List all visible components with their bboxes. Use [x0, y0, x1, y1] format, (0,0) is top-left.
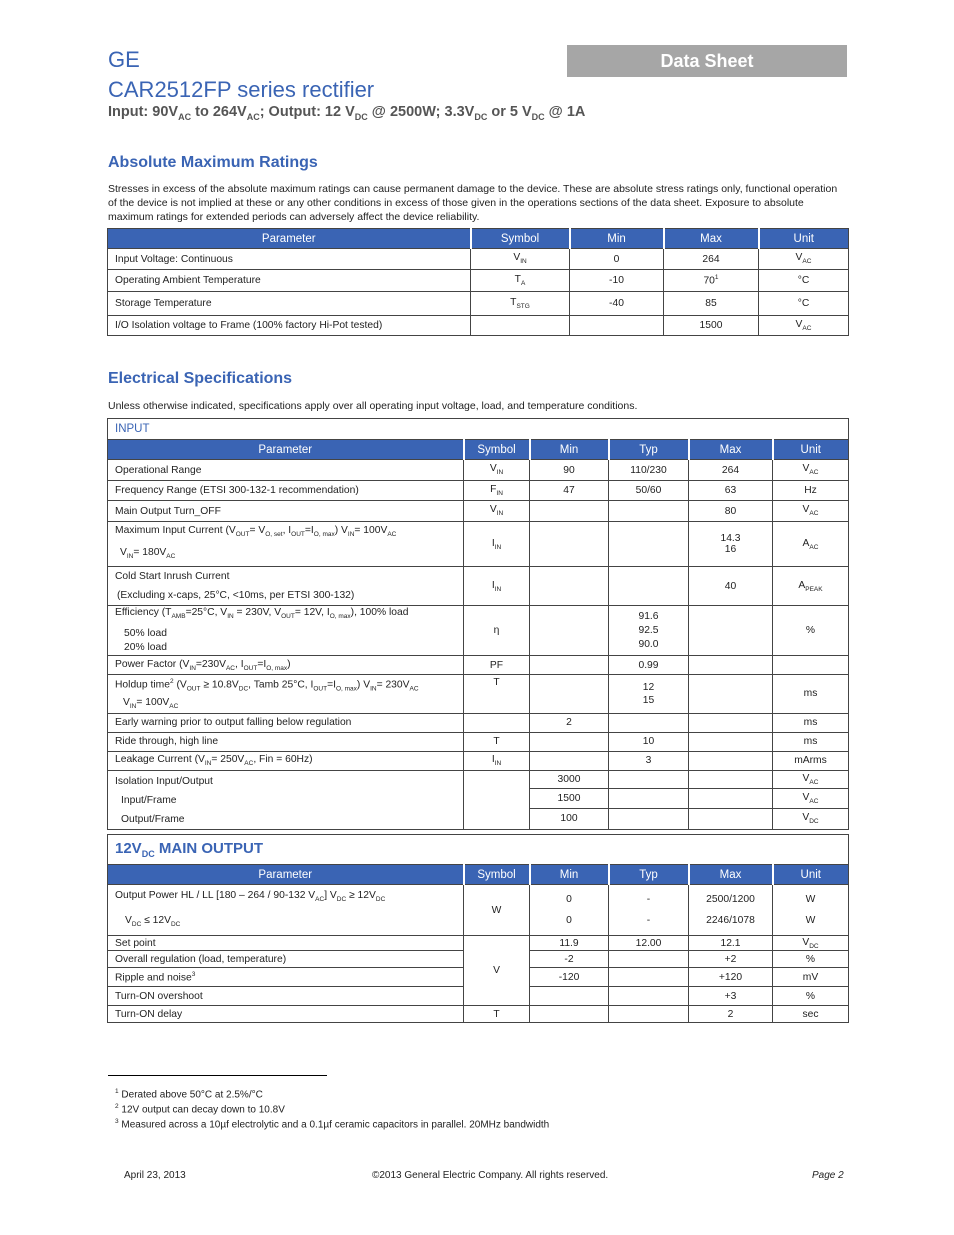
- unit-cell: mV: [773, 968, 849, 987]
- typ-value: 15: [642, 694, 655, 706]
- table-row: [108, 249, 849, 270]
- typ-cell: [609, 808, 689, 829]
- max-cell: [689, 732, 773, 751]
- unit-cell: $V_{DC}$: [773, 936, 849, 951]
- typ-cell: 50/60: [609, 481, 689, 501]
- table-row: [108, 501, 849, 522]
- table-row: [108, 292, 849, 316]
- col-header: Parameter: [108, 229, 471, 249]
- col-header: Min: [530, 865, 609, 885]
- min-cell: 1500: [530, 789, 609, 809]
- table-row: [108, 885, 849, 936]
- max-cell: [689, 675, 773, 714]
- param-cell: Ride through, high line: [108, 732, 464, 751]
- min-cell: -2: [530, 951, 609, 968]
- unit-cell: %: [773, 951, 849, 968]
- min-value: 0: [566, 894, 572, 906]
- table-row: [108, 656, 849, 675]
- unit-cell: $A_{AC}$: [773, 522, 849, 567]
- symbol-cell: $T_{STG}$: [471, 292, 570, 316]
- product-spec-line: Input: $90V_{AC}$ to $264V_{AC}$; Output: 12 $V_{DC}$ @ 2500W; $3.3V_{DC}$ or 5 $V_{DC}$ @ 1A: [108, 104, 586, 122]
- unit-cell: $A_{PEAK}$: [773, 567, 849, 606]
- max-value: 2500/1200: [706, 894, 755, 906]
- symbol-cell: $V_{IN}$: [464, 501, 530, 522]
- table-row: [108, 522, 849, 567]
- max-cell: [689, 751, 773, 770]
- min-cell: [530, 567, 609, 606]
- col-header: Unit: [773, 440, 849, 460]
- data-sheet-badge: Data Sheet: [567, 45, 847, 77]
- max-cell: +3: [689, 987, 773, 1006]
- typ-cell: 0.99: [609, 656, 689, 675]
- max-value: 2246/1078: [706, 915, 755, 927]
- table-row: [108, 316, 849, 336]
- abs-max-intro: Stresses in excess of the absolute maximum ratings can cause permanent damage to the device. These are absolute stress ratings only, functional operation of the device is not implied at these or any other conditions in excess of those given in the operations sections of the data sheet. Exposure to absolute maximum ratings for extended periods can adversely affect the device reliability.: [108, 183, 838, 223]
- max-cell: 80: [689, 501, 773, 522]
- min-cell: [570, 316, 664, 336]
- min-cell: [530, 732, 609, 751]
- param-cell: [108, 522, 464, 567]
- col-header: Parameter: [108, 440, 464, 460]
- footnote-3: $^3$ Measured across a 10µf electrolytic and a 0.1µf ceramic capacitors in parallel. 20MHz bandwidth: [115, 1118, 550, 1131]
- input-spec-table: [107, 418, 849, 830]
- symbol-cell: $I_{IN}$: [464, 567, 530, 606]
- col-header: Symbol: [471, 229, 570, 249]
- unit-cell: $V_{AC}$: [759, 316, 849, 336]
- min-cell: [530, 1006, 609, 1023]
- footnote-text: 12V output can decay down to 10.8V: [121, 1104, 285, 1116]
- unit-cell: [773, 656, 849, 675]
- param-cell: Ripple and noise$^3$: [108, 968, 464, 987]
- typ-value: 91.6: [638, 610, 659, 622]
- min-cell: [530, 522, 609, 567]
- max-cell: $70^1$: [664, 270, 759, 292]
- footnote-1: $^1$ Derated above 50°C at 2.5%/°C: [115, 1088, 263, 1101]
- table-row: [108, 936, 849, 951]
- typ-cell: [609, 987, 689, 1006]
- symbol-cell: PF: [464, 656, 530, 675]
- param-line: Input/Frame: [121, 794, 177, 806]
- footnote-2: $^2$ 12V output can decay down to 10.8V: [115, 1103, 285, 1116]
- typ-value: 92.5: [638, 624, 659, 636]
- symbol-cell: $I_{IN}$: [464, 751, 530, 770]
- table-row: [108, 732, 849, 751]
- main-output-title-text: MAIN OUTPUT: [154, 840, 264, 857]
- symbol-cell: T: [464, 675, 530, 714]
- unit-cell: ms: [773, 675, 849, 714]
- unit-cell: Hz: [773, 481, 849, 501]
- col-header: Typ: [609, 865, 689, 885]
- unit-cell: [773, 885, 849, 936]
- col-header: Max: [689, 440, 773, 460]
- table-header-row: [108, 865, 849, 885]
- typ-cell: [609, 567, 689, 606]
- min-cell: [530, 885, 609, 936]
- max-cell: [689, 606, 773, 656]
- symbol-cell: $V_{IN}$: [464, 460, 530, 481]
- symbol-cell: $V_{IN}$: [471, 249, 570, 270]
- param-cell: Storage Temperature: [108, 292, 471, 316]
- max-cell: 1500: [664, 316, 759, 336]
- param-cell: I/O Isolation voltage to Frame (100% factory Hi-Pot tested): [108, 316, 471, 336]
- min-cell: 11.9: [530, 936, 609, 951]
- typ-cell: [609, 951, 689, 968]
- table-header-row: [108, 229, 849, 249]
- footnote-text: Derated above 50°C at 2.5%/°C: [121, 1089, 263, 1101]
- min-cell: 100: [530, 808, 609, 829]
- min-cell: [530, 656, 609, 675]
- section-title-row: [108, 835, 849, 865]
- min-cell: 2: [530, 713, 609, 732]
- param-line: Output/Frame: [121, 813, 185, 825]
- symbol-cell: W: [464, 885, 530, 936]
- param-line: Maximum Input Current ($V_{OUT}= V_{O, set}$, $I_{OUT}=I_{O, max}$) $V_{IN}= 100V_{AC}$: [115, 525, 397, 539]
- col-header: Symbol: [464, 440, 530, 460]
- table-row: [108, 270, 849, 292]
- min-cell: -10: [570, 270, 664, 292]
- typ-cell: [609, 675, 689, 714]
- param-cell: [108, 885, 464, 936]
- param-cell: Operating Ambient Temperature: [108, 270, 471, 292]
- param-cell: Power Factor ($V_{IN}=230V_{AC}$, $I_{OUT}=I_{O, max}$): [108, 656, 464, 675]
- col-header: Min: [570, 229, 664, 249]
- param-line: $V_{IN}= 180V_{AC}$: [120, 547, 176, 561]
- param-cell: Operational Range: [108, 460, 464, 481]
- param-line: (Excluding x-caps, 25°C, <10ms, per ETSI 300-132): [117, 590, 355, 602]
- min-cell: -40: [570, 292, 664, 316]
- param-line: Holdup time$^2$ ($V_{OUT} \ge 10.8V_{DC}$, Tamb 25°C, $I_{OUT}=I_{O, max}$) $V_{IN}= 230V_{AC}$: [115, 678, 419, 693]
- main-output-title: $12V_{DC}$ MAIN OUTPUT: [108, 835, 849, 865]
- param-cell: Turn-ON delay: [108, 1006, 464, 1023]
- table-header-row: [108, 440, 849, 460]
- param-text: Ripple and noise: [115, 972, 192, 984]
- param-cell: Leakage Current ($V_{IN}= 250V_{AC}$, Fin = 60Hz): [108, 751, 464, 770]
- unit-cell: $V_{DC}$: [773, 808, 849, 829]
- typ-cell: [609, 1006, 689, 1023]
- max-value: 70: [703, 275, 715, 287]
- param-text: Output Power HL / LL [180 – 264 / 90-132 V: [115, 890, 316, 901]
- abs-max-heading: Absolute Maximum Ratings: [108, 154, 318, 171]
- max-cell: [689, 885, 773, 936]
- col-header: Symbol: [464, 865, 530, 885]
- typ-cell: 10: [609, 732, 689, 751]
- table-row: [108, 675, 849, 714]
- max-cell: 85: [664, 292, 759, 316]
- typ-cell: [609, 770, 689, 789]
- unit-cell: °C: [759, 292, 849, 316]
- max-value: 16: [724, 544, 737, 556]
- typ-cell: [609, 606, 689, 656]
- max-cell: +120: [689, 968, 773, 987]
- min-cell: 0: [570, 249, 664, 270]
- min-cell: -120: [530, 968, 609, 987]
- col-header: Max: [664, 229, 759, 249]
- col-header: Unit: [773, 865, 849, 885]
- typ-cell: [609, 501, 689, 522]
- min-cell: [530, 751, 609, 770]
- param-line: Cold Start Inrush Current: [115, 571, 230, 583]
- max-cell: [689, 713, 773, 732]
- table-row: [108, 1006, 849, 1023]
- param-cell: Early warning prior to output falling below regulation: [108, 713, 464, 732]
- max-cell: +2: [689, 951, 773, 968]
- footnote-text: Measured across a 10µf electrolytic and a 0.1µf ceramic capacitors in parallel. 20MHz bandwidth: [121, 1119, 550, 1131]
- symbol-cell: [471, 316, 570, 336]
- min-cell: 90: [530, 460, 609, 481]
- typ-value: 90.0: [638, 638, 659, 650]
- unit-value: W: [805, 894, 816, 906]
- brand-logo-text: GE: [108, 47, 140, 72]
- typ-cell: [609, 713, 689, 732]
- param-line: Efficiency ($T_{AMB}=25^\circ C$, $V_{IN} = 230V$, $V_{OUT}= 12V$, $I_{O, max}$), 100% load: [115, 607, 409, 621]
- unit-cell: ms: [773, 732, 849, 751]
- typ-cell: [609, 968, 689, 987]
- param-line: Output Power HL / LL [180 – 264 / 90-132 $V_{AC}$] $V_{DC} \ge 12V_{DC}$: [115, 890, 386, 904]
- min-cell: 3000: [530, 770, 609, 789]
- param-cell: [108, 567, 464, 606]
- max-cell: [689, 808, 773, 829]
- unit-cell: sec: [773, 1006, 849, 1023]
- param-line: 50% load: [124, 628, 167, 640]
- symbol-cell: η: [464, 606, 530, 656]
- max-cell: 264: [664, 249, 759, 270]
- param-cell: [108, 675, 464, 714]
- col-header: Unit: [759, 229, 849, 249]
- typ-value: -: [646, 894, 651, 906]
- max-cell: 63: [689, 481, 773, 501]
- param-cell: Set point: [108, 936, 464, 951]
- symbol-cell: $T_A$: [471, 270, 570, 292]
- unit-cell: $V_{AC}$: [773, 770, 849, 789]
- unit-cell: °C: [759, 270, 849, 292]
- typ-cell: 12.00: [609, 936, 689, 951]
- typ-value: 12: [642, 681, 655, 693]
- abs-max-table: [107, 228, 849, 336]
- footer-copyright: ©2013 General Electric Company. All rights reserved.: [372, 1170, 609, 1181]
- unit-cell: %: [773, 606, 849, 656]
- symbol-cell: $F_{IN}$: [464, 481, 530, 501]
- col-header: Typ: [609, 440, 689, 460]
- input-section-title: INPUT: [108, 419, 849, 440]
- typ-cell: [609, 789, 689, 809]
- max-cell: 264: [689, 460, 773, 481]
- table-row: [108, 770, 849, 789]
- footnote-divider: [108, 1075, 327, 1076]
- footer-date: April 23, 2013: [124, 1170, 186, 1181]
- unit-value: W: [805, 915, 816, 927]
- param-cell: Main Output Turn_OFF: [108, 501, 464, 522]
- table-row: [108, 481, 849, 501]
- unit-cell: ms: [773, 713, 849, 732]
- symbol-cell: T: [464, 732, 530, 751]
- param-cell: [108, 770, 464, 829]
- unit-cell: $V_{AC}$: [773, 460, 849, 481]
- main-output-table: [107, 834, 849, 1023]
- typ-value: -: [646, 915, 651, 927]
- max-cell: [689, 770, 773, 789]
- table-row: [108, 606, 849, 656]
- max-value: 14.3: [720, 533, 741, 545]
- min-cell: [530, 606, 609, 656]
- min-cell: 47: [530, 481, 609, 501]
- max-cell: [689, 656, 773, 675]
- symbol-cell: [464, 770, 530, 829]
- max-cell: 40: [689, 567, 773, 606]
- unit-cell: $V_{AC}$: [773, 789, 849, 809]
- symbol-cell: [464, 713, 530, 732]
- param-line: 20% load: [124, 642, 167, 654]
- table-row: [108, 751, 849, 770]
- param-line: $V_{IN}= 100V_{AC}$: [123, 696, 179, 710]
- table-row: [108, 713, 849, 732]
- min-cell: [530, 501, 609, 522]
- col-header: Parameter: [108, 865, 464, 885]
- max-cell: [689, 789, 773, 809]
- param-cell: Turn-ON overshoot: [108, 987, 464, 1006]
- col-header: Min: [530, 440, 609, 460]
- param-cell: Frequency Range (ETSI 300-132-1 recommendation): [108, 481, 464, 501]
- unit-cell: %: [773, 987, 849, 1006]
- section-title-row: [108, 419, 849, 440]
- symbol-cell: $I_{IN}$: [464, 522, 530, 567]
- param-line: Isolation Input/Output: [115, 775, 213, 787]
- typ-cell: [609, 522, 689, 567]
- unit-cell: mArms: [773, 751, 849, 770]
- elec-spec-heading: Electrical Specifications: [108, 370, 293, 387]
- max-cell: 2: [689, 1006, 773, 1023]
- typ-cell: 3: [609, 751, 689, 770]
- elec-spec-intro: Unless otherwise indicated, specifications apply over all operating input voltage, load, and temperature conditions.: [108, 400, 638, 412]
- product-title: CAR2512FP series rectifier: [108, 77, 375, 102]
- symbol-cell: V: [464, 936, 530, 1006]
- param-cell: [108, 606, 464, 656]
- table-row: [108, 460, 849, 481]
- footer-page-number: Page 2: [812, 1170, 844, 1181]
- param-cell: Overall regulation (load, temperature): [108, 951, 464, 968]
- min-cell: [530, 987, 609, 1006]
- max-cell: [689, 522, 773, 567]
- unit-cell: $V_{AC}$: [759, 249, 849, 270]
- table-row: [108, 567, 849, 606]
- param-cell: Input Voltage: Continuous: [108, 249, 471, 270]
- typ-cell: 110/230: [609, 460, 689, 481]
- typ-cell: [609, 885, 689, 936]
- min-value: 0: [566, 915, 572, 927]
- unit-cell: $V_{AC}$: [773, 501, 849, 522]
- symbol-cell: T: [464, 1006, 530, 1023]
- min-cell: [530, 675, 609, 714]
- max-cell: 12.1: [689, 936, 773, 951]
- col-header: Max: [689, 865, 773, 885]
- param-line: $V_{DC} \le 12V_{DC}$: [125, 915, 181, 929]
